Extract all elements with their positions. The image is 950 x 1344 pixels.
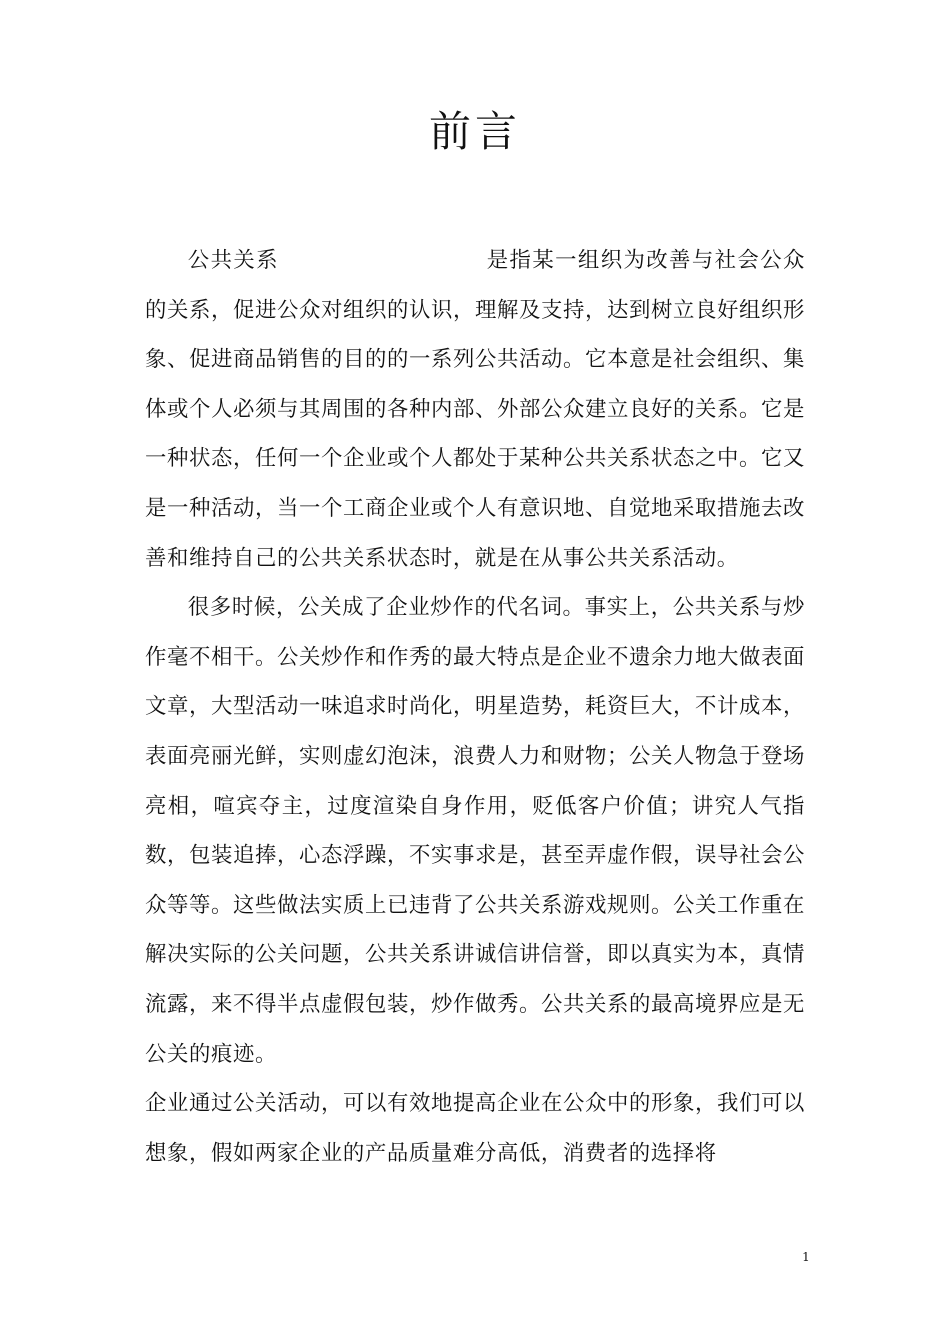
page-title: 前言 (428, 107, 521, 156)
paragraph-1-lead-term: 公共关系 (187, 248, 279, 273)
page-number: 1 (802, 1250, 810, 1264)
paragraph-2: 很多时候，公关成了企业炒作的代名词。事实上，公共关系与炒作毫不相干。公关炒作和作秀的最大特点是企业不遗余力地大做表面文章，大型活动一味追求时尚化，明星造势，耗资巨大，不计成本，表面亮丽光鲜，实则虚幻泡沫，浪费人力和财物；公关人物急于登场亮相，喧宾夺主，过度渲染自身作用，贬低客户价值；讲究人气指数，包装追捧，心态浮躁，不实事求是，甚至弄虚作假，误导社会公众等等。这些做法实质上已违背了公共关系游戏规则。公关工作重在解决实际的公关问题，公共关系讲诚信讲信誉，即以真实为本，真情流露，来不得半点虚假包装，炒作做秀。公共关系的最高境界应是无公关的痕迹。 (145, 595, 805, 1067)
paragraph-1-text: 是指某一组织为改善与社会公众的关系，促进公众对组织的认识，理解及支持，达到树立良好组织形象、促进商品销售的目的的一系列公共活动。它本意是社会组织、集体或个人必须与其周围的各种内部、外部公众建立良好的关系。它是一种状态，任何一个企业或个人都处于某种公共关系状态之中。它又是一种活动，当一个工商企业或个人有意识地、自觉地采取措施去改善和维持自己的公共关系状态时，就是在从事公共关系活动。 (145, 248, 805, 571)
paragraph-1 (145, 236, 805, 583)
paragraph-3: 企业通过公关活动，可以有效地提高企业在公众中的形象，我们可以想象，假如两家企业的产品质量难分高低，消费者的选择将 (145, 1091, 805, 1166)
document-body (145, 236, 805, 1178)
